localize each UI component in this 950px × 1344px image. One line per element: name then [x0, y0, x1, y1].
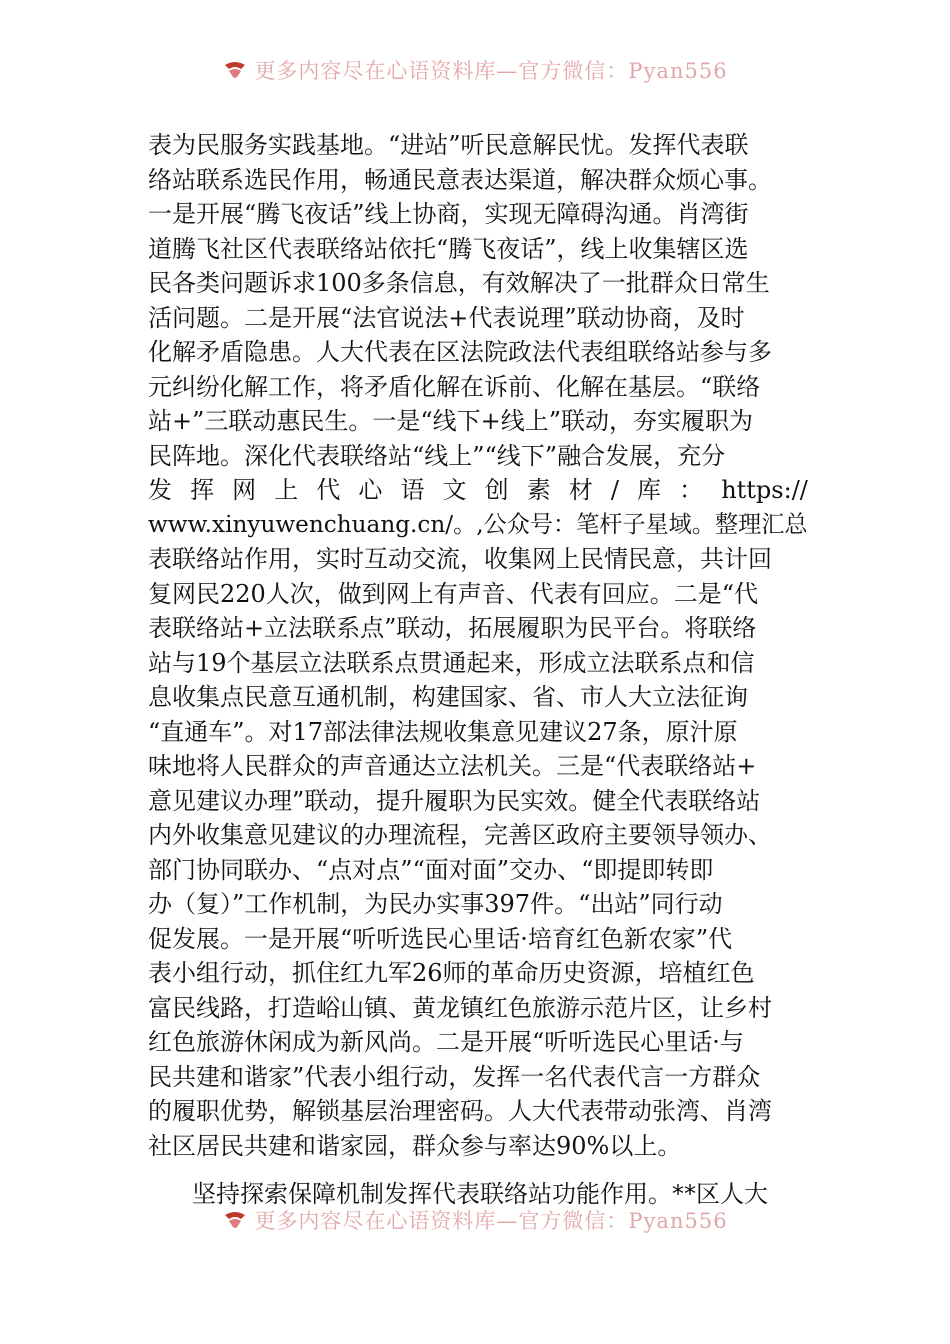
paragraph-line: 民共建和谐家”代表小组行动，发挥一名代表代言一方群众	[148, 1062, 761, 1091]
paragraph-line: 味地将人民群众的声音通达立法机关。三是“代表联络站+	[148, 752, 757, 780]
spread-token: https://	[721, 476, 808, 504]
spread-token: /	[610, 476, 619, 504]
spread-token: 发	[148, 476, 172, 504]
spread-token: 材	[568, 476, 593, 504]
paragraph-line: 的履职优势，解锁基层治理密码。人大代表带动张湾、肖湾	[148, 1097, 772, 1125]
spread-token: 代	[316, 476, 341, 504]
paragraph-line: 元纠纷化解工作，将矛盾化解在诉前、化解在基层。“联络	[148, 372, 761, 401]
watermark-bottom	[0, 1200, 950, 1240]
paragraph-line: 促发展。一是开展“听听选民心里话·培育红色新农家”代	[148, 924, 733, 953]
paragraph-line: 一是开展“腾飞夜话”线上协商，实现无障碍沟通。肖湾街	[148, 200, 749, 228]
spread-token: 文	[442, 476, 467, 504]
document-paragraph	[148, 128, 808, 1163]
spread-token: 网	[232, 476, 257, 504]
paragraph-line: 息收集点民意互通机制，构建国家、省、市人大立法征询	[148, 683, 748, 711]
paragraph-line: 表小组行动，抓住红九军26师的革命历史资源，培植红色	[148, 959, 755, 987]
paragraph-line: 表为民服务实践基地。“进站”听民意解民忧。发挥代表联	[148, 131, 749, 159]
paragraph-line: 道腾飞社区代表联络站依托“腾飞夜话”，线上收集辖区选	[148, 234, 749, 263]
paragraph-line	[148, 473, 808, 508]
paragraph-line: 化解矛盾隐患。人大代表在区法院政法代表组联络站参与多	[148, 338, 772, 366]
spread-token: 创	[484, 476, 509, 504]
spread-token: 挥	[190, 476, 215, 504]
spread-token: 心	[358, 476, 383, 504]
paragraph-line: 办（复）”工作机制，为民办实事397件。“出站”同行动	[148, 890, 723, 918]
paragraph-line: 民各类问题诉求100多条信息，有效解决了一批群众日常生	[148, 269, 770, 297]
watermark-text: 更多内容尽在心语资料库—官方微信：Pyan556	[254, 59, 728, 83]
spread-token: ：	[679, 476, 704, 504]
paragraph-line: 红色旅游休闲成为新风尚。二是开展“听听选民心里话·与	[148, 1028, 744, 1056]
spread-token: 库	[637, 476, 662, 504]
paragraph-line: 活问题。二是开展“法官说法+代表说理”联动协商，及时	[148, 303, 745, 332]
watermark-logo-icon	[222, 57, 248, 83]
section-heading: 坚持探索保障机制发挥代表联络站功能作用。**区人大	[192, 1180, 768, 1208]
paragraph-line: 内外收集意见建议的办理流程，完善区政府主要领导领办、	[148, 821, 772, 849]
paragraph-line: 富民线路，打造峪山镇、黄龙镇红色旅游示范片区，让乡村	[148, 993, 772, 1022]
paragraph-line: 表联络站+立法联系点”联动，拓展履职为民平台。将联络	[148, 614, 757, 642]
paragraph-line: 表联络站作用，实时互动交流，收集网上民情民意，共计回	[148, 545, 772, 573]
watermark-logo-icon	[222, 1207, 248, 1233]
paragraph-line: 民阵地。深化代表联络站“线上”“线下”融合发展，充分	[148, 441, 726, 470]
watermark-top	[0, 50, 950, 90]
paragraph-line: 部门协同联办、“点对点”“面对面”交办、“即提即转即	[148, 855, 714, 884]
paragraph-line: 站+”三联动惠民生。一是“线下+线上”联动，夯实履职为	[148, 407, 754, 435]
watermark-text: 更多内容尽在心语资料库—官方微信：Pyan556	[254, 1209, 728, 1233]
spread-token: 上	[274, 476, 299, 504]
spread-token: 语	[400, 476, 425, 504]
paragraph-line: 站与19个基层立法联系点贯通起来，形成立法联系点和信	[148, 648, 755, 677]
paragraph-line: 社区居民共建和谐家园，群众参与率达90%以上。	[148, 1131, 682, 1160]
paragraph-line: 意见建议办理”联动，提升履职为民实效。健全代表联络站	[148, 786, 761, 815]
paragraph-line: 复网民220人次，做到网上有声音、代表有回应。二是“代	[148, 579, 759, 608]
paragraph-line: 络站联系选民作用，畅通民意表达渠道，解决群众烦心事。	[148, 165, 772, 194]
paragraph-line: www.xinyuwenchuang.cn/。,公众号：笔杆子星域。整理汇总	[148, 511, 808, 538]
paragraph-line: “直通车”。对17部法律法规收集意见建议27条，原汁原	[148, 717, 738, 746]
spread-token: 素	[526, 476, 551, 504]
